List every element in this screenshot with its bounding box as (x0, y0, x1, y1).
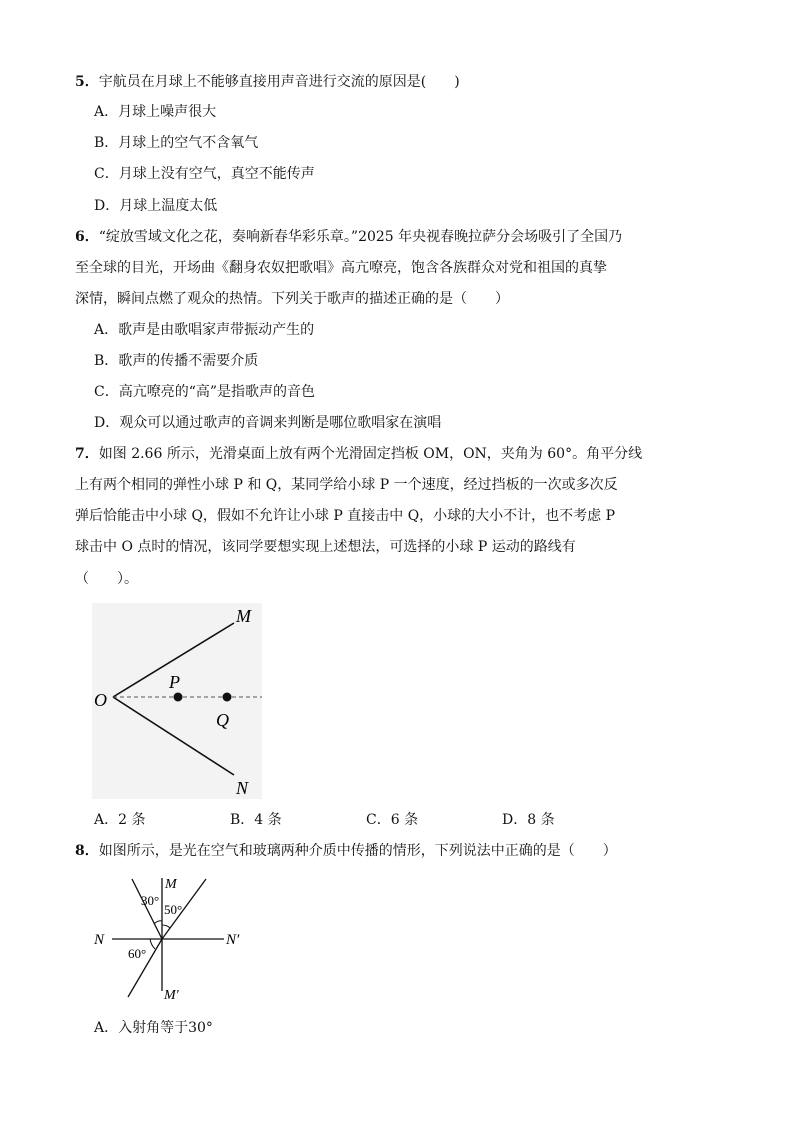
q7-label-q: Q (216, 710, 229, 730)
q6-stem-line-2: 至全球的目光，开场曲《翻身农奴把歌唱》高亢嘹亮，饱含各族群众对党和祖国的真挚 (75, 260, 607, 276)
q6-option-a: A．歌声是由歌唱家声带振动产生的 (94, 322, 315, 338)
q6-stem-1: “绽放雪域文化之花，奏响新春华彩乐章。”2025 年央视春晚拉萨分会场吸引了全国乃 (98, 229, 623, 245)
q8-stem-line (75, 841, 617, 861)
q7-label-n: N (236, 778, 249, 798)
q6-number: 6． (75, 229, 99, 245)
q5-number: 5． (75, 74, 99, 90)
q7-stem-line-3: 弹后恰能击中小球 Q，假如不允许让小球 P 直接击中 Q，小球的大小不计，也不考虑 P (75, 508, 616, 524)
q8-label-angle-60: 60° (128, 946, 147, 961)
q5-option-a: A．月球上噪声很大 (94, 104, 217, 120)
q5-option-d: D．月球上温度太低 (94, 198, 218, 214)
q6-option-b: B．歌声的传播不需要介质 (94, 353, 259, 369)
angle-arc-60 (150, 939, 155, 949)
q5-stem: 宇航员在月球上不能够直接用声音进行交流的原因是( ) (98, 74, 460, 90)
ball-q (223, 693, 232, 702)
q7-number: 7． (75, 446, 99, 462)
q8-label-m: M (165, 877, 177, 892)
q8-stem: 如图所示，是光在空气和玻璃两种介质中传播的情形，下列说法中正确的是（ ） (98, 843, 617, 859)
q6-stem-line-1 (75, 227, 622, 247)
q7-label-o: O (94, 690, 107, 710)
q8-label-m-prime: M′ (164, 988, 179, 1003)
q7-option-a: A．2 条 (94, 812, 146, 828)
ball-p (174, 693, 183, 702)
q5-stem-line (75, 72, 460, 92)
q8-label-angle-50: 50° (164, 902, 183, 917)
q5-option-c: C．月球上没有空气，真空不能传声 (94, 166, 315, 182)
q8-figure-svg (92, 873, 262, 1005)
angle-arc-30 (154, 921, 162, 924)
ray-upper-left (132, 879, 162, 939)
q7-option-c: C．6 条 (366, 812, 419, 828)
angle-arc-50 (162, 925, 170, 928)
q7-figure-svg (92, 603, 262, 799)
q7-option-d: D．8 条 (502, 812, 555, 828)
q7-stem-line-5: （ ）。 (75, 571, 138, 587)
q7-stem-line-4: 球击中 O 点时的情况，该同学要想实现上述想法，可选择的小球 P 运动的路线有 (75, 539, 576, 555)
q8-label-angle-30: 30° (141, 893, 160, 908)
q7-option-b: B．4 条 (230, 812, 282, 828)
q7-figure (92, 603, 262, 799)
q8-figure (92, 873, 262, 1005)
q8-label-n-prime: N′ (226, 932, 240, 948)
q6-option-d: D．观众可以通过歌声的音调来判断是哪位歌唱家在演唱 (94, 415, 442, 431)
q7-stem-line-2: 上有两个相同的弹性小球 P 和 Q，某同学给小球 P 一个速度，经过挡板的一次或多次反 (75, 477, 618, 493)
q6-option-c: C．高亢嘹亮的“高”是指歌声的音色 (94, 384, 316, 400)
q7-stem-line-1 (75, 444, 642, 464)
q7-stem-1: 如图 2.66 所示，光滑桌面上放有两个光滑固定挡板 OM，ON，夹角为 60°。角平分线 (98, 446, 643, 462)
q8-option-a: A．入射角等于30° (94, 1020, 213, 1036)
q5-option-b: B．月球上的空气不含氧气 (94, 135, 259, 151)
q8-number: 8． (75, 843, 99, 859)
q7-label-p: P (169, 672, 180, 692)
q7-options-row (0, 810, 794, 830)
q7-label-m: M (236, 606, 251, 626)
q8-label-n: N (94, 932, 105, 948)
q6-stem-line-3: 深情，瞬间点燃了观众的热情。下列关于歌声的描述正确的是（ ） (75, 291, 509, 307)
